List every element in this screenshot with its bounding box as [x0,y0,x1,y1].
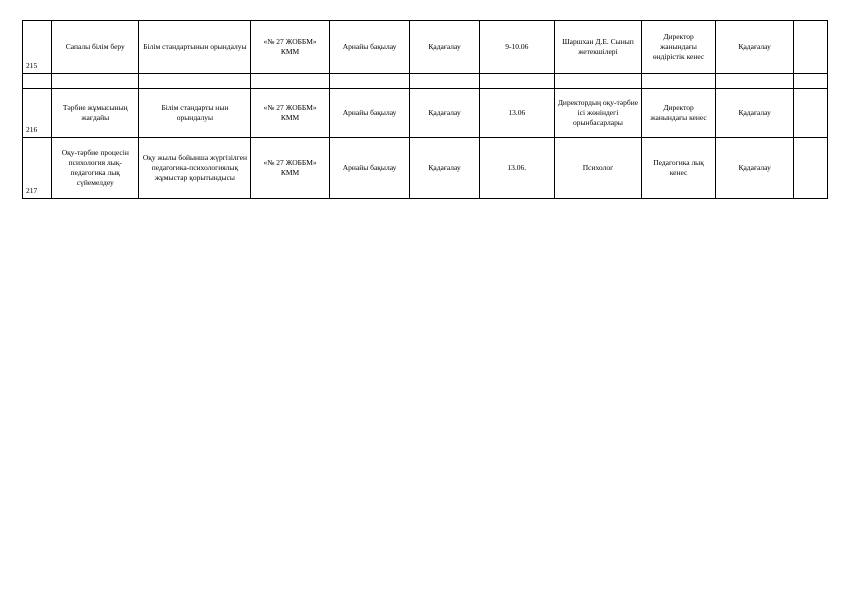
spacer-topic [52,74,139,89]
row-control-form: Арнайы бақылау [329,138,410,199]
row-follow-up: Қадағалау [715,21,793,74]
spacer-number [23,74,52,89]
spacer-notes [794,74,828,89]
row-institution: «№ 27 ЖОББМ» КММ [251,138,329,199]
table-row-spacer [23,74,828,89]
table-row [23,89,828,138]
row-content: Білім стандартынын орындалуы [139,21,251,74]
row-control-form: Арнайы бақылау [329,21,410,74]
table-row [23,21,828,74]
spacer-control-type [410,74,479,89]
row-content: Білім стандарты нын орындалуы [139,89,251,138]
row-follow-up: Қадағалау [715,138,793,199]
row-notes [794,138,828,199]
row-responsible: Психолог [554,138,641,199]
row-topic: Оқу-тәрбие процесін психология лық-педагогика лық сүйемелдеу [52,138,139,199]
schedule-table [22,20,828,199]
spacer-content [139,74,251,89]
row-date: 9-10.06 [479,21,554,74]
spacer-institution [251,74,329,89]
table-row [23,138,828,199]
row-institution: «№ 27 ЖОББМ» КММ [251,21,329,74]
row-date: 13.06. [479,138,554,199]
row-notes [794,89,828,138]
spacer-follow-up [715,74,793,89]
spacer-date [479,74,554,89]
row-result-venue: Директор жанындағы өндірістік кенес [642,21,716,74]
row-responsible: Шаршхан Д.Е. Сынып жетекшілері [554,21,641,74]
row-result-venue: Педагогика лық кенес [642,138,716,199]
row-content: Оқу жылы бойынша жүргізілген педагогика-психологиялық жұмыстар қорытындысы [139,138,251,199]
row-responsible: Директордың оқу-тәрбие ісі жөніндегі орынбасарлары [554,89,641,138]
row-date: 13.06 [479,89,554,138]
row-notes [794,21,828,74]
row-number: 216 [23,89,52,138]
row-topic: Тәрбие жұмысының жағдайы [52,89,139,138]
row-institution: «№ 27 ЖОББМ» КММ [251,89,329,138]
row-control-type: Қадағалау [410,89,479,138]
row-number: 217 [23,138,52,199]
row-result-venue: Директор жанындағы кенес [642,89,716,138]
row-topic: Сапалы білім беру [52,21,139,74]
spacer-control-form [329,74,410,89]
row-number: 215 [23,21,52,74]
row-control-type: Қадағалау [410,138,479,199]
table-body [23,21,828,199]
spacer-responsible [554,74,641,89]
row-control-form: Арнайы бақылау [329,89,410,138]
row-follow-up: Қадағалау [715,89,793,138]
spacer-result-venue [642,74,716,89]
row-control-type: Қадағалау [410,21,479,74]
